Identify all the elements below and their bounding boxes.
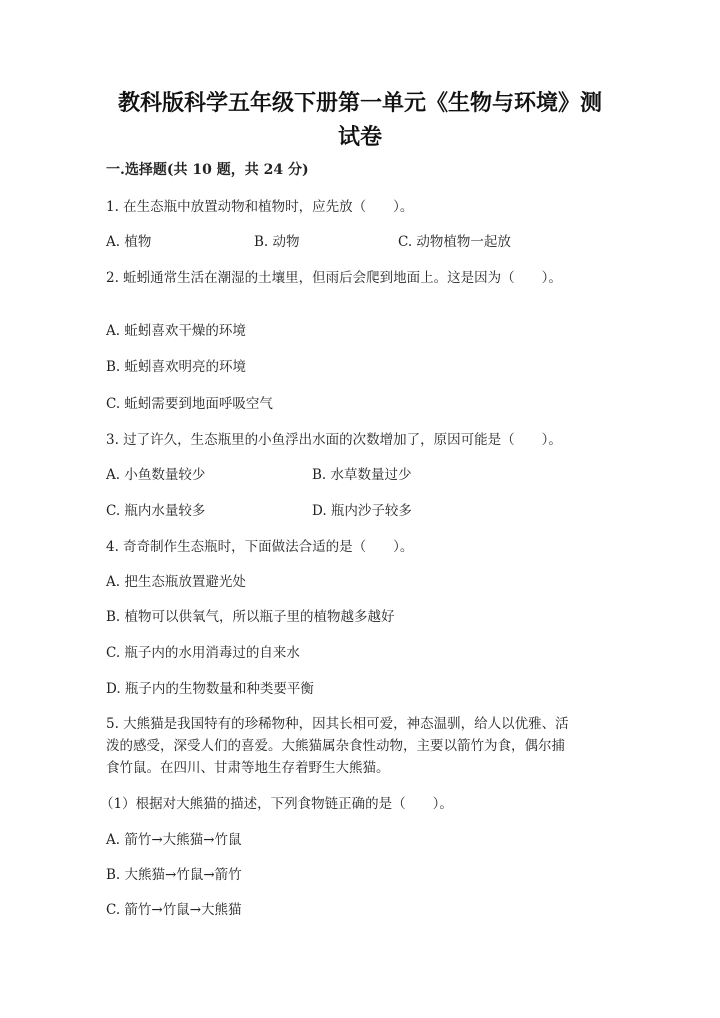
question-3-option-b: B. 水草数量过少	[312, 467, 412, 483]
question-3-option-a: A. 小鱼数量较少	[106, 467, 206, 483]
question-2-option-b: B. 蚯蚓喜欢明亮的环境	[106, 359, 247, 375]
question-4-option-b: B. 植物可以供氧气，所以瓶子里的植物越多越好	[106, 609, 395, 625]
question-2-stem: 2. 蚯蚓通常生活在潮湿的土壤里，但雨后会爬到地面上。这是因为（ ）。	[106, 270, 562, 286]
question-5-passage-line-2: 泼的感受，深受人们的喜爱。大熊猫属杂食性动物，主要以箭竹为食，偶尔捕	[106, 738, 565, 754]
section-heading: 一.选择题(共 10 题，共 24 分)	[106, 162, 309, 178]
question-5-sub-1-stem: （1）根据对大熊猫的描述，下列食物链正确的是（ ）。	[100, 796, 453, 812]
question-5-sub-1-option-b: B. 大熊猫→竹鼠→箭竹	[106, 867, 242, 883]
question-3-option-d: D. 瓶内沙子较多	[312, 503, 412, 519]
question-5-sub-1-option-a: A. 箭竹→大熊猫→竹鼠	[106, 832, 242, 848]
question-3-stem: 3. 过了许久，生态瓶里的小鱼浮出水面的次数增加了，原因可能是（ ）。	[106, 432, 562, 448]
question-5-sub-1-option-c: C. 箭竹→竹鼠→大熊猫	[106, 902, 242, 918]
question-3-option-c: C. 瓶内水量较多	[106, 503, 206, 519]
question-5-passage-line-1: 5. 大熊猫是我国特有的珍稀物种，因其长相可爱，神态温驯，给人以优雅、活	[106, 716, 569, 732]
question-4-option-c: C. 瓶子内的水用消毒过的自来水	[106, 645, 300, 661]
page-title-line-2: 试卷	[337, 124, 382, 150]
question-1-option-c: C. 动物植物一起放	[398, 234, 511, 250]
question-1-option-a: A. 植物	[106, 234, 152, 250]
question-2-option-c: C. 蚯蚓需要到地面呼吸空气	[106, 396, 273, 412]
question-1-stem: 1. 在生态瓶中放置动物和植物时，应先放（ ）。	[106, 199, 414, 215]
question-4-option-d: D. 瓶子内的生物数量和种类要平衡	[106, 681, 314, 697]
question-4-option-a: A. 把生态瓶放置避光处	[106, 574, 246, 590]
page-title-line-1: 教科版科学五年级下册第一单元《生物与环境》测	[117, 90, 602, 116]
question-2-option-a: A. 蚯蚓喜欢干燥的环境	[106, 323, 246, 339]
question-4-stem: 4. 奇奇制作生态瓶时，下面做法合适的是（ ）。	[106, 539, 414, 555]
question-1-option-b: B. 动物	[254, 234, 300, 250]
question-5-passage-line-3: 食竹鼠。在四川、甘肃等地生存着野生大熊猫。	[106, 760, 390, 776]
